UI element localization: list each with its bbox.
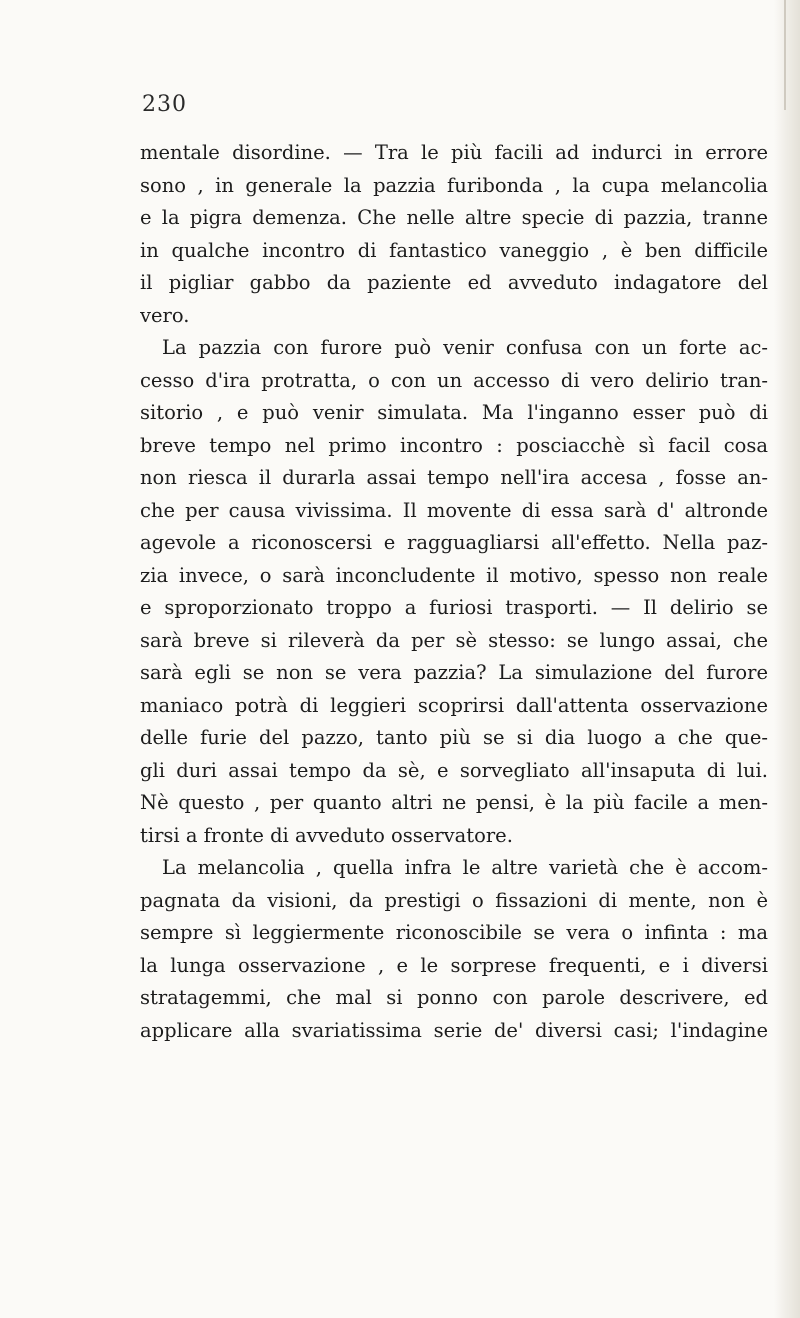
text-line: sono , in generale la pazzia furibonda , la cupa melancolia (140, 173, 768, 197)
page-number: 230 (142, 92, 187, 117)
gutter-shadow (784, 0, 786, 110)
text-line: e la pigra demenza. Che nelle altre specie di pazzia, tranne (140, 206, 768, 229)
text-line: non riesca il durarla assai tempo nell'ira accesa , fosse an- (140, 466, 768, 489)
text-line: sitorio , e può venir simulata. Ma l'inganno esser può di (140, 401, 768, 424)
text-line: Nè questo , per quanto altri ne pensi, è la più facile a men- (140, 791, 768, 814)
text-line: vero. (140, 303, 190, 327)
text-line: che per causa vivissima. Il movente di essa sarà d' altronde (140, 498, 768, 522)
body-text (140, 137, 768, 1047)
text-line: cesso d'ira protratta, o con un accesso di vero delirio tran- (140, 368, 768, 392)
text-line: zia invece, o sarà inconcludente il motivo, spesso non reale (140, 563, 768, 587)
text-line: maniaco potrà di leggieri scoprirsi dall'attenta osservazione (140, 693, 768, 717)
text-line: La pazzia con furore può venir confusa con un forte ac- (162, 336, 768, 359)
text-line: La melancolia , quella infra le altre varietà che è accom- (162, 856, 768, 879)
text-line: agevole a riconoscersi e ragguagliarsi all'effetto. Nella paz- (140, 531, 768, 554)
text-line: sempre sì leggiermente riconoscibile se vera o infinta : ma (140, 921, 768, 944)
text-line: tirsi a fronte di avveduto osservatore. (140, 823, 513, 847)
text-line: in qualche incontro di fantastico vaneggio , è ben difficile (140, 238, 768, 262)
text-line: delle furie del pazzo, tanto più se si dia luogo a che que- (140, 726, 768, 749)
text-line: pagnata da visioni, da prestigi o fissazioni di mente, non è (140, 888, 768, 912)
text-line: applicare alla svariatissima serie de' diversi casi; l'indagine (140, 1018, 768, 1042)
text-line: la lunga osservazione , e le sorprese frequenti, e i diversi (140, 953, 768, 977)
text-line: breve tempo nel primo incontro : posciacchè sì facil cosa (140, 433, 768, 457)
text-line: e sproporzionato troppo a furiosi trasporti. — Il delirio se (140, 596, 768, 619)
page-gutter (774, 0, 800, 1318)
text-line: il pigliar gabbo da paziente ed avveduto indagatore del (140, 271, 768, 294)
text-line: stratagemmi, che mal si ponno con parole descrivere, ed (140, 986, 768, 1009)
text-line: mentale disordine. — Tra le più facili ad indurci in errore (140, 141, 768, 164)
text-line: sarà egli se non se vera pazzia? La simulazione del furore (140, 661, 768, 684)
text-line: sarà breve si rileverà da per sè stesso: se lungo assai, che (140, 628, 768, 652)
text-line: gli duri assai tempo da sè, e sorvegliato all'insaputa di lui. (140, 758, 768, 782)
